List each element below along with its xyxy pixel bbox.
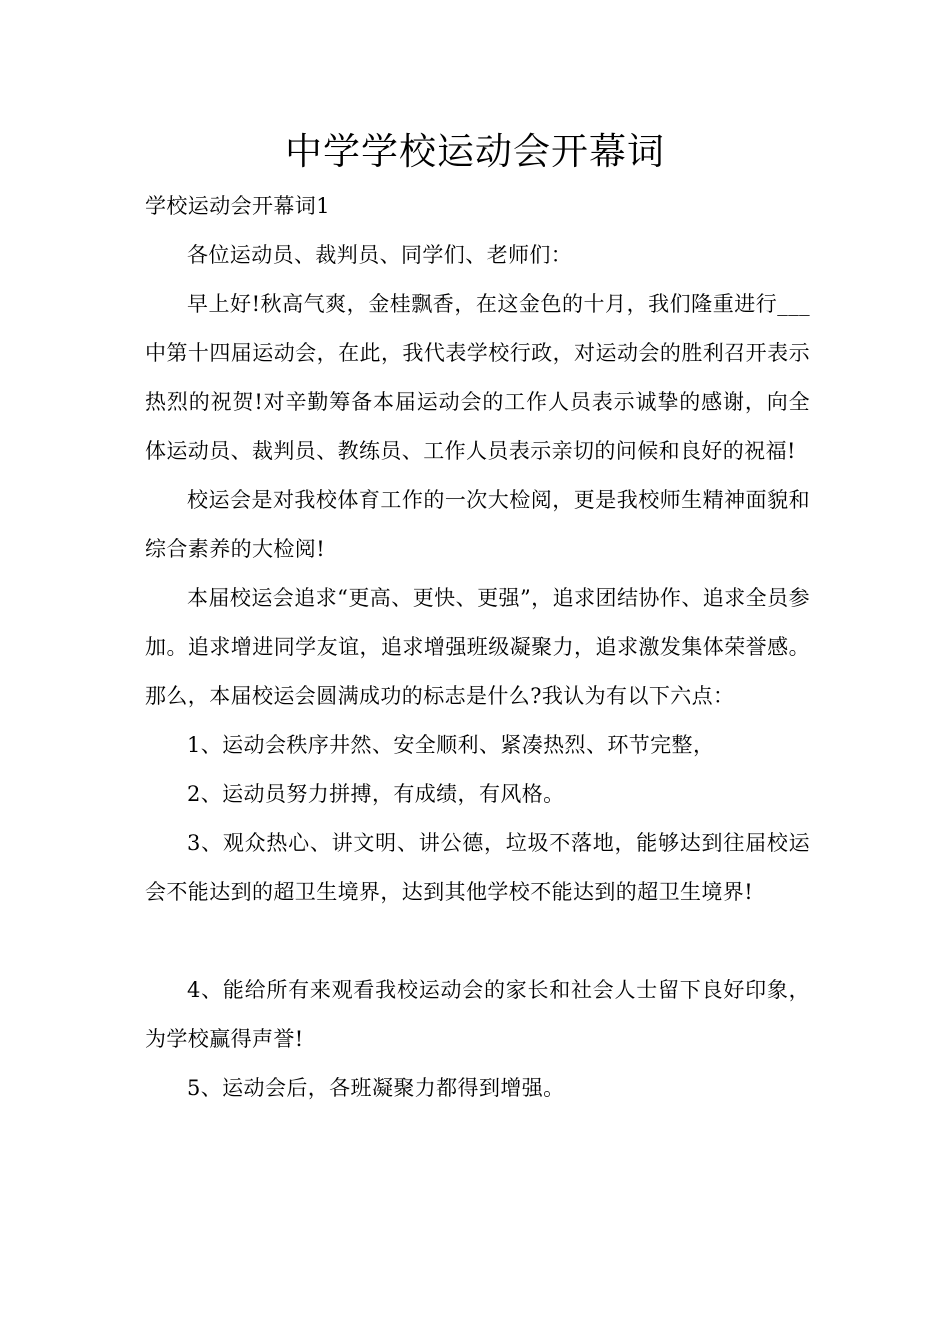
list-item-5: 5、运动会后，各班凝聚力都得到增强。 <box>187 1076 565 1100</box>
paragraph-goals: 本届校运会追求“更高、更快、更强”，追求团结协作、追求全员参加。追求增进同学友谊，追求增强班级凝聚力，追求激发集体荣誉感。那么，本届校运会圆满成功的标志是什么?我认为有以下六点： <box>145 586 810 708</box>
document-title: 中学学校运动会开幕词 <box>285 130 665 173</box>
section-heading: 学校运动会开幕词1 <box>145 194 330 218</box>
list-item-3: 3、观众热心、讲文明、讲公德，垃圾不落地，能够达到往届校运会不能达到的超卫生境界，达到其他学校不能达到的超卫生境界! <box>145 831 810 904</box>
list-item-1: 1、运动会秩序井然、安全顺利、紧凑热烈、环节完整， <box>187 733 715 757</box>
paragraph-greeting: 各位运动员、裁判员、同学们、老师们： <box>187 243 573 267</box>
paragraph-review: 校运会是对我校体育工作的一次大检阅，更是我校师生精神面貌和综合素养的大检阅! <box>145 488 810 561</box>
paragraph-opening: 早上好!秋高气爽，金桂飘香，在这金色的十月，我们隆重进行___中第十四届运动会，在此，我代表学校行政，对运动会的胜利召开表示热烈的祝贺!对辛勤筹备本届运动会的工作人员表示诚挚的感谢，向全体运动员、裁判员、教练员、工作人员表示亲切的问候和良好的祝福! <box>145 292 810 463</box>
blank-line <box>145 917 810 966</box>
document-body <box>145 182 810 1113</box>
list-item-2: 2、运动员努力拼搏，有成绩，有风格。 <box>187 782 565 806</box>
list-item-4: 4、能给所有来观看我校运动会的家长和社会人士留下良好印象，为学校赢得声誉! <box>145 978 810 1051</box>
